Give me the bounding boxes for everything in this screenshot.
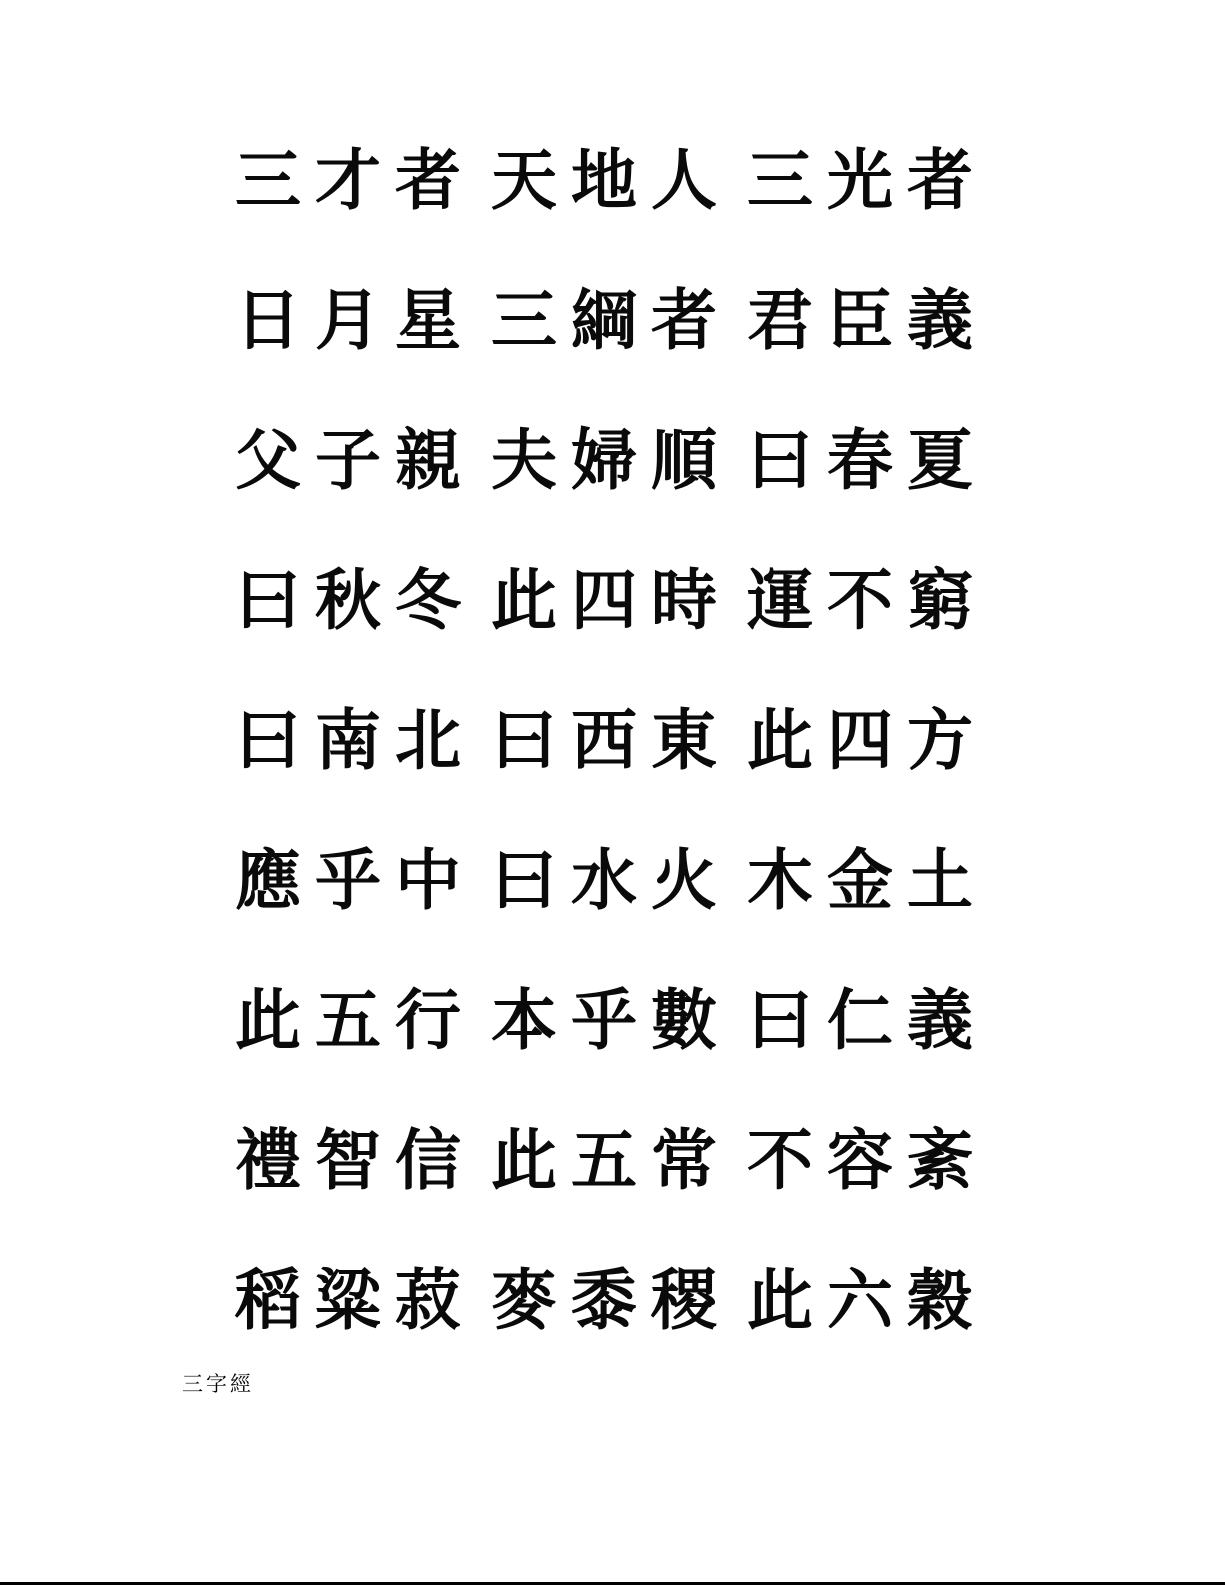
verse-character: 春	[827, 421, 893, 499]
verse-character: 曰	[235, 701, 301, 779]
verse-character: 土	[907, 841, 973, 919]
verse-character: 五	[315, 981, 381, 1059]
verse-character: 菽	[395, 1261, 461, 1339]
verse-character: 父	[235, 421, 301, 499]
verse-phrase	[228, 1115, 468, 1205]
verse-character: 月	[315, 281, 381, 359]
verse-character: 順	[651, 421, 717, 499]
verse-phrase	[484, 975, 724, 1065]
verse-character: 三	[491, 281, 557, 359]
verse-character: 中	[395, 841, 461, 919]
verse-phrase	[228, 695, 468, 785]
verse-row	[228, 810, 988, 950]
verse-character: 三	[235, 141, 301, 219]
verse-character: 智	[315, 1121, 381, 1199]
verse-phrase	[740, 1115, 980, 1205]
verse-character: 綱	[571, 281, 637, 359]
verse-character: 乎	[571, 981, 637, 1059]
verse-row	[228, 1090, 988, 1230]
verse-character: 此	[235, 981, 301, 1059]
verse-phrase	[484, 555, 724, 645]
verse-character: 此	[491, 1121, 557, 1199]
verse-character: 曰	[235, 561, 301, 639]
verse-phrase	[484, 415, 724, 505]
verse-character: 信	[395, 1121, 461, 1199]
verse-character: 常	[651, 1121, 717, 1199]
verse-character: 南	[315, 701, 381, 779]
verse-character: 五	[571, 1121, 637, 1199]
verse-character: 義	[907, 981, 973, 1059]
verse-character: 粱	[315, 1261, 381, 1339]
verse-row	[228, 1230, 988, 1370]
verse-phrase	[484, 135, 724, 225]
verse-character: 稷	[651, 1261, 717, 1339]
verse-character: 禮	[235, 1121, 301, 1199]
verse-character: 此	[747, 1261, 813, 1339]
verse-row	[228, 950, 988, 1090]
verse-phrase	[740, 275, 980, 365]
verse-character: 時	[651, 561, 717, 639]
verse-character: 人	[651, 141, 717, 219]
verse-character: 不	[747, 1121, 813, 1199]
verse-character: 者	[395, 141, 461, 219]
verse-character: 此	[491, 561, 557, 639]
verse-grid	[228, 110, 988, 1370]
verse-character: 曰	[747, 421, 813, 499]
verse-phrase	[228, 1255, 468, 1345]
verse-row	[228, 390, 988, 530]
verse-character: 地	[571, 141, 637, 219]
verse-character: 火	[651, 841, 717, 919]
verse-phrase	[228, 135, 468, 225]
verse-character: 不	[827, 561, 893, 639]
verse-row	[228, 110, 988, 250]
verse-character: 四	[571, 561, 637, 639]
verse-character: 本	[491, 981, 557, 1059]
verse-character: 冬	[395, 561, 461, 639]
verse-character: 運	[747, 561, 813, 639]
verse-character: 日	[235, 281, 301, 359]
verse-character: 臣	[827, 281, 893, 359]
verse-phrase	[228, 835, 468, 925]
verse-character: 東	[651, 701, 717, 779]
verse-character: 光	[827, 141, 893, 219]
verse-character: 才	[315, 141, 381, 219]
verse-character: 者	[907, 141, 973, 219]
verse-phrase	[484, 1255, 724, 1345]
verse-character: 麥	[491, 1261, 557, 1339]
verse-phrase	[228, 555, 468, 645]
verse-character: 曰	[491, 701, 557, 779]
verse-character: 者	[651, 281, 717, 359]
verse-character: 親	[395, 421, 461, 499]
verse-row	[228, 530, 988, 670]
verse-character: 夏	[907, 421, 973, 499]
verse-phrase	[740, 1255, 980, 1345]
verse-character: 容	[827, 1121, 893, 1199]
verse-character: 北	[395, 701, 461, 779]
verse-phrase	[228, 275, 468, 365]
verse-character: 四	[827, 701, 893, 779]
verse-character: 星	[395, 281, 461, 359]
verse-character: 西	[571, 701, 637, 779]
verse-phrase	[740, 135, 980, 225]
verse-character: 稻	[235, 1261, 301, 1339]
verse-character: 穀	[907, 1261, 973, 1339]
verse-character: 紊	[907, 1121, 973, 1199]
verse-character: 天	[491, 141, 557, 219]
verse-phrase	[484, 695, 724, 785]
verse-character: 數	[651, 981, 717, 1059]
verse-phrase	[740, 555, 980, 645]
verse-phrase	[484, 275, 724, 365]
verse-row	[228, 670, 988, 810]
verse-character: 三	[747, 141, 813, 219]
verse-character: 方	[907, 701, 973, 779]
verse-character: 行	[395, 981, 461, 1059]
verse-phrase	[740, 415, 980, 505]
verse-phrase	[484, 835, 724, 925]
verse-character: 子	[315, 421, 381, 499]
verse-character: 六	[827, 1261, 893, 1339]
verse-character: 窮	[907, 561, 973, 639]
verse-phrase	[228, 415, 468, 505]
verse-phrase	[740, 835, 980, 925]
verse-row	[228, 250, 988, 390]
verse-character: 曰	[491, 841, 557, 919]
verse-phrase	[740, 975, 980, 1065]
verse-character: 義	[907, 281, 973, 359]
verse-phrase	[484, 1115, 724, 1205]
verse-phrase	[740, 695, 980, 785]
verse-phrase	[228, 975, 468, 1065]
verse-character: 木	[747, 841, 813, 919]
verse-character: 黍	[571, 1261, 637, 1339]
verse-character: 夫	[491, 421, 557, 499]
verse-character: 乎	[315, 841, 381, 919]
verse-character: 仁	[827, 981, 893, 1059]
verse-character: 曰	[747, 981, 813, 1059]
verse-character: 婦	[571, 421, 637, 499]
verse-character: 應	[235, 841, 301, 919]
verse-character: 此	[747, 701, 813, 779]
verse-character: 水	[571, 841, 637, 919]
verse-character: 金	[827, 841, 893, 919]
footer-title: 三字經	[182, 1372, 254, 1396]
verse-character: 秋	[315, 561, 381, 639]
verse-character: 君	[747, 281, 813, 359]
